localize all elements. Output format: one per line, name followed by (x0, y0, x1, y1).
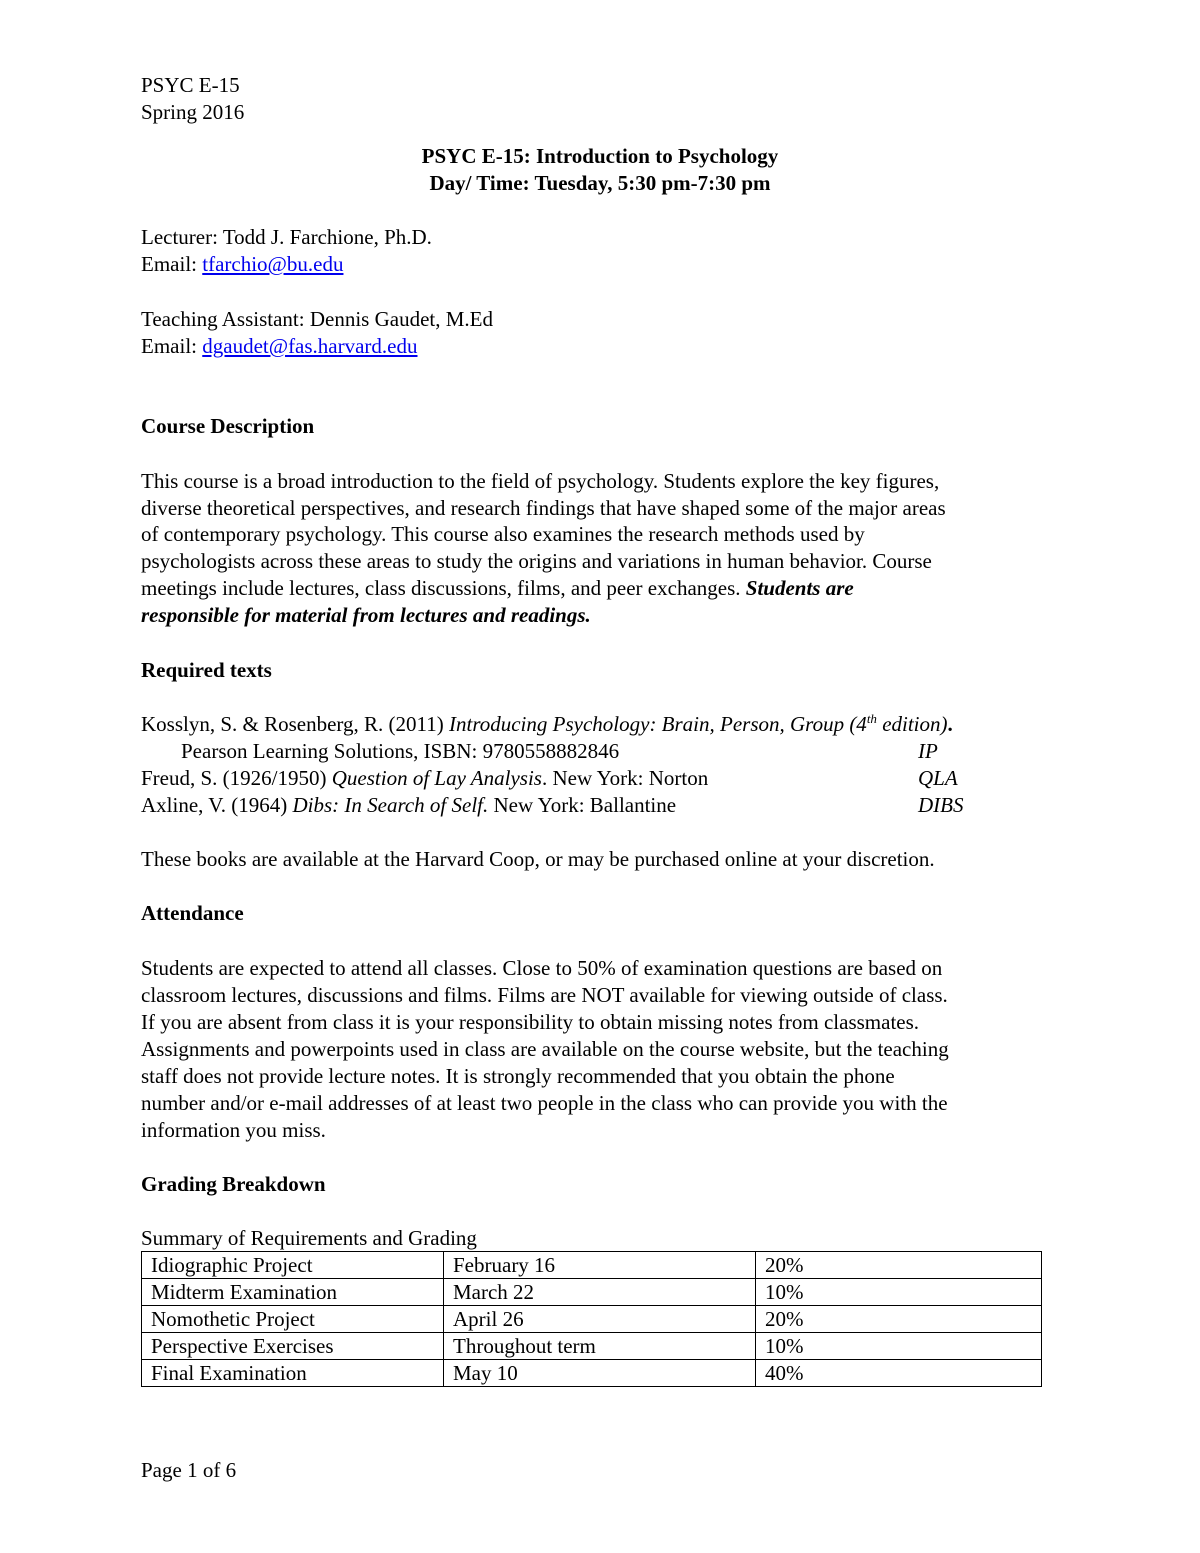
lecturer-email-label: Email: (141, 252, 203, 276)
book-citation-3 (141, 792, 676, 819)
book-author: Freud, S. (1926/1950) (141, 766, 332, 790)
table-row (142, 1306, 1042, 1333)
day-time: Day/ Time: Tuesday, 5:30 pm-7:30 pm (429, 171, 771, 195)
table-cell-requirement: Perspective Exercises (142, 1333, 444, 1360)
table-cell-date: May 10 (444, 1360, 756, 1387)
course-description-line: psychologists across these areas to study the origins and variations in human behavior. Course (141, 549, 932, 573)
book-publisher: New York: Ballantine (488, 793, 677, 817)
table-cell-requirement: Nomothetic Project (142, 1306, 444, 1333)
page-number: Page 1 of 6 (141, 1458, 237, 1482)
book-title: Dibs: In Search of Self. (292, 793, 489, 817)
table-cell-date: Throughout term (444, 1333, 756, 1360)
course-description-text: meetings include lectures, class discussions, films, and peer exchanges. (141, 576, 746, 600)
book-period: . (947, 712, 953, 736)
table-cell-weight: 20% (756, 1252, 1042, 1279)
ta-email-link[interactable]: dgaudet@fas.harvard.edu (202, 334, 418, 358)
book-abbreviation: DIBS (918, 793, 964, 817)
books-availability: These books are available at the Harvard Coop, or may be purchased online at your discretion. (141, 847, 935, 871)
table-cell-requirement: Idiographic Project (142, 1252, 444, 1279)
course-description-line: diverse theoretical perspectives, and research findings that have shaped some of the major areas (141, 496, 946, 520)
table-cell-weight: 10% (756, 1333, 1042, 1360)
ta-email-line (141, 333, 418, 360)
book-publisher: . New York: Norton (541, 766, 709, 790)
table-cell-weight: 40% (756, 1360, 1042, 1387)
grading-heading: Grading Breakdown (141, 1172, 326, 1196)
required-texts-heading: Required texts (141, 658, 272, 682)
course-description-emphasis-end: responsible for material from lectures and readings. (141, 603, 591, 627)
table-cell-date: April 26 (444, 1306, 756, 1333)
page-title: PSYC E-15: Introduction to Psychology (421, 144, 779, 168)
table-row (142, 1252, 1042, 1279)
table-row (142, 1333, 1042, 1360)
book-abbreviation: IP (918, 739, 938, 763)
table-cell-date: March 22 (444, 1279, 756, 1306)
attendance-heading: Attendance (141, 901, 244, 925)
attendance-line: classroom lectures, discussions and films. Films are NOT available for viewing outside of class. (141, 983, 948, 1007)
book-title-text: Introducing Psychology: Brain, Person, Group (4 (449, 712, 867, 736)
book-title-end: edition) (876, 712, 948, 736)
book-edition-superscript: th (866, 711, 877, 726)
ta-email-label: Email: (141, 334, 203, 358)
attendance-line: information you miss. (141, 1118, 326, 1142)
table-cell-date: February 16 (444, 1252, 756, 1279)
table-cell-weight: 10% (756, 1279, 1042, 1306)
table-cell-weight: 20% (756, 1306, 1042, 1333)
course-code: PSYC E-15 (141, 73, 240, 97)
course-description-line (141, 575, 854, 602)
term: Spring 2016 (141, 100, 245, 124)
lecturer-email-link[interactable]: tfarchio@bu.edu (202, 252, 344, 276)
course-description-line: of contemporary psychology. This course also examines the research methods used by (141, 522, 865, 546)
lecturer-name: Lecturer: Todd J. Farchione, Ph.D. (141, 225, 432, 249)
attendance-line: Assignments and powerpoints used in class are available on the course website, but the teaching (141, 1037, 949, 1061)
book-title (449, 712, 948, 736)
book-citation-1 (141, 711, 953, 738)
table-cell-requirement: Final Examination (142, 1360, 444, 1387)
table-cell-requirement: Midterm Examination (142, 1279, 444, 1306)
table-row (142, 1279, 1042, 1306)
ta-name: Teaching Assistant: Dennis Gaudet, M.Ed (141, 307, 493, 331)
grading-table (141, 1251, 1042, 1387)
course-description-heading: Course Description (141, 414, 315, 438)
course-description-line: This course is a broad introduction to the field of psychology. Students explore the key figures, (141, 469, 940, 493)
attendance-line: Students are expected to attend all classes. Close to 50% of examination questions are based on (141, 956, 943, 980)
lecturer-email-line (141, 251, 343, 278)
book-publisher: Pearson Learning Solutions, ISBN: 9780558882846 (181, 739, 620, 763)
attendance-line: staff does not provide lecture notes. It is strongly recommended that you obtain the phone (141, 1064, 895, 1088)
course-description-emphasis: Students are (745, 576, 854, 600)
book-abbreviation: QLA (918, 766, 958, 790)
book-author: Axline, V. (1964) (141, 793, 293, 817)
book-title: Question of Lay Analysis (331, 766, 542, 790)
grading-summary-caption: Summary of Requirements and Grading (141, 1226, 477, 1250)
attendance-line: If you are absent from class it is your responsibility to obtain missing notes from classmates. (141, 1010, 920, 1034)
attendance-line: number and/or e-mail addresses of at least two people in the class who can provide you with the (141, 1091, 948, 1115)
book-citation-2 (141, 765, 708, 792)
book-author: Kosslyn, S. & Rosenberg, R. (2011) (141, 712, 450, 736)
table-row (142, 1360, 1042, 1387)
